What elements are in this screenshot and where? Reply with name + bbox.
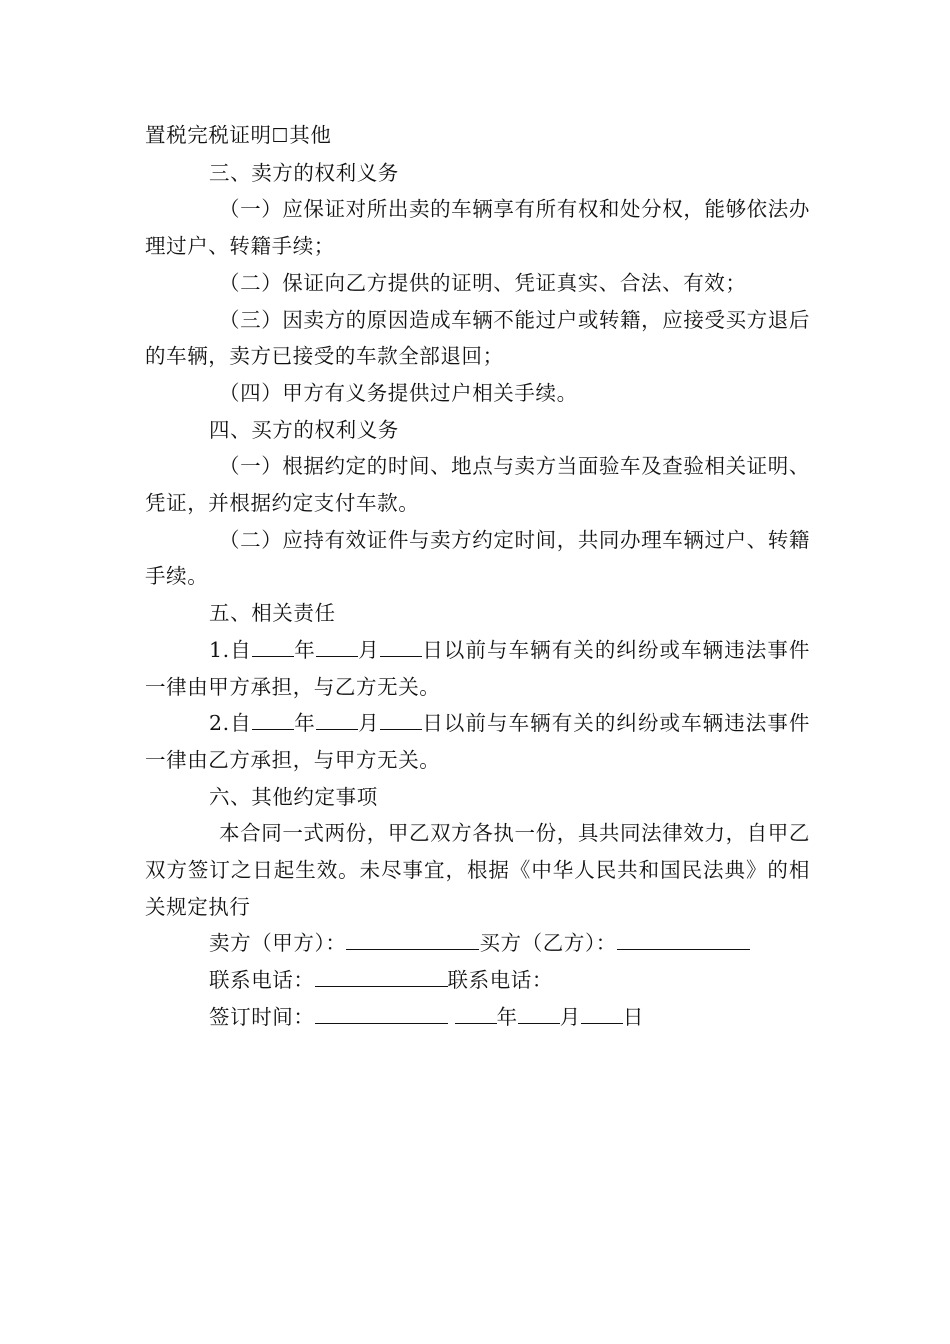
blank-year-field[interactable] [455,1002,497,1024]
buyer-signature-field[interactable] [617,928,750,950]
section-4-item-1: （一）根据约定的时间、地点与卖方当面验车及查验相关证明、凭证，并根据约定支付车款。 [145,454,810,516]
blank-year-field[interactable] [252,635,294,657]
signing-time-field[interactable] [315,1002,448,1024]
seller-phone-field[interactable] [315,965,448,987]
blank-year-field[interactable] [252,708,294,730]
section-3-item-3: （三）因卖方的原因造成车辆不能过户或转籍，应接受买方退后的车辆，卖方已接受的车款全部退回； [145,307,810,369]
seller-signature-field[interactable] [346,928,479,950]
section-3-item-2: （二）保证向乙方提供的证明、凭证真实、合法、有效； [219,270,747,295]
section-5-item-1: 1.自 年 月 日以前与车辆有关的纠纷或车辆违法事件一律由甲方承担，与乙方无关。 [145,632,810,705]
blank-day-field[interactable] [380,635,422,657]
section-5-title: 五、相关责任 [209,601,336,626]
section-4-title: 四、买方的权利义务 [209,417,399,442]
blank-month-field[interactable] [316,635,358,657]
blank-day-field[interactable] [581,1002,623,1024]
section-6-body: 本合同一式两份，甲乙双方各执一份，具共同法律效力，自甲乙双方签订之日起生效。未尽事宜，根据《中华人民共和国民法典》的相关规定执行 [145,821,810,919]
checkbox-icon: ☐ [271,125,290,147]
section-3-title: 三、卖方的权利义务 [209,160,399,185]
section-3-item-4: （四）甲方有义务提供过户相关手续。 [219,380,578,405]
section-3-item-1: （一）应保证对所出卖的车辆享有所有权和处分权，能够依法办理过户、转籍手续； [145,197,810,259]
section-5-item-2: 2.自 年 月 日以前与车辆有关的纠纷或车辆违法事件一律由乙方承担，与甲方无关。 [145,705,810,778]
signature-parties-line: 卖方（甲方）： 买方（乙方）： [145,925,810,962]
section-4-item-2: （二）应持有效证件与卖方约定时间，共同办理车辆过户、转籍手续。 [145,527,810,589]
signature-date-line: 签订时间： 年 月 日 [145,999,810,1036]
blank-day-field[interactable] [380,708,422,730]
signature-phone-line: 联系电话： 联系电话： [145,962,810,999]
blank-month-field[interactable] [518,1002,560,1024]
section-6-title: 六、其他约定事项 [209,784,378,809]
blank-month-field[interactable] [316,708,358,730]
line-tax-certificate: 置税完税证明☐其他 [145,123,332,147]
contract-body [145,117,810,1036]
